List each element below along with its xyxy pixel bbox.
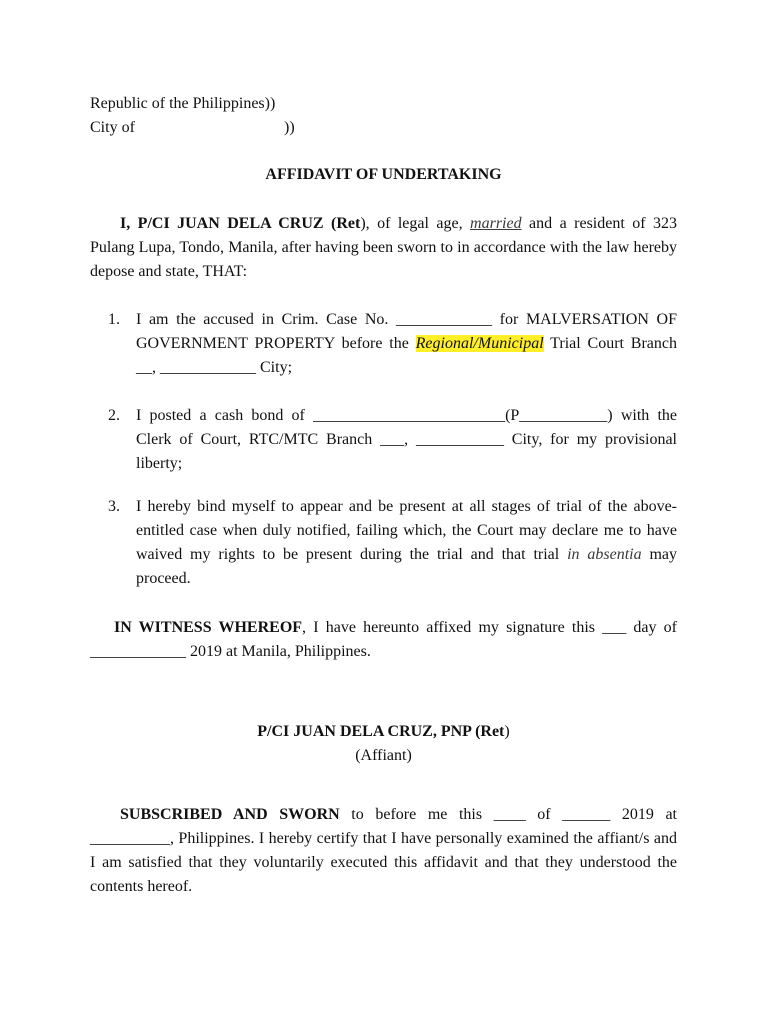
venue-block: [90, 92, 677, 140]
venue-city-close: )): [284, 119, 295, 136]
subscribed-text: to before me this ____ of ______ 2019 at __________, Philippines. I hereby certify that I have personally examined the affiant/s and I am satisfied that they voluntarily executed this affidavit and that they understood the contents hereof.: [90, 806, 677, 895]
venue-city: City of: [90, 119, 135, 136]
item-number: 3.: [108, 498, 120, 515]
signature-name-close: ): [504, 723, 510, 740]
witness-paragraph: [90, 616, 677, 664]
document-title: AFFIDAVIT OF UNDERTAKING: [265, 166, 502, 183]
item-2-text: I posted a cash bond of ________________________(P___________) with the Clerk of Court, RTC/MTC Branch ___, ___________ City, for my provisional liberty;: [136, 407, 677, 472]
item-number: 1.: [108, 311, 120, 328]
item-number: 2.: [108, 407, 120, 424]
list-item: [108, 495, 677, 591]
numbered-item-3: [108, 495, 677, 591]
civil-status: married: [470, 215, 522, 232]
venue-line-republic: [90, 92, 677, 116]
witness-text: , I have hereunto affixed my signature this ___ day of ____________ 2019 at Manila, Philippines.: [90, 619, 677, 660]
affiant-name: P/CI JUAN DELA CRUZ (Ret: [137, 215, 361, 232]
court-type-highlight: Regional/Municipal: [415, 335, 544, 352]
venue-line-city: [90, 116, 677, 140]
numbered-item-1: [108, 308, 677, 380]
item-3-text-1: I hereby bind myself to appear and be present at all stages of trial of the above-entitled case when duly notified, failing which, the Court may declare me to have waived my rights to be present during the trial and that trial: [136, 498, 677, 563]
signature-role: (Affiant): [355, 747, 412, 764]
signature-name-line: [90, 720, 677, 744]
intro-paragraph: [90, 212, 677, 284]
intro-prefix: I,: [120, 215, 138, 232]
item-3-text-2: may proceed.: [136, 546, 677, 587]
item-1-text-1: I am the accused in Crim. Case No. ____________ for MALVERSATION OF GOVERNMENT PROPERTY before the: [136, 311, 677, 352]
intro-text-2: and a resident of 323 Pulang Lupa, Tondo, Manila, after having been sworn to in accordance with the law hereby depose and state, THAT:: [90, 215, 677, 280]
signature-name: P/CI JUAN DELA CRUZ, PNP (Ret: [257, 723, 505, 740]
item-1-text-2: Trial Court Branch __, ____________ City;: [136, 335, 678, 376]
venue-republic-close: )): [264, 95, 276, 112]
list-item: [108, 404, 677, 476]
affiant-name-close: ): [360, 215, 366, 232]
numbered-item-2: [108, 404, 677, 476]
intro-text-1: , of legal age,: [365, 215, 471, 232]
venue-republic: Republic of the Philippines: [90, 95, 265, 112]
witness-heading: IN WITNESS WHEREOF: [114, 619, 303, 636]
signature-block: [90, 720, 677, 768]
subscribed-heading: SUBSCRIBED AND SWORN: [120, 806, 340, 823]
list-item: [108, 308, 677, 380]
in-absentia-italic: in absentia: [567, 546, 642, 563]
subscribed-paragraph: [90, 803, 677, 899]
